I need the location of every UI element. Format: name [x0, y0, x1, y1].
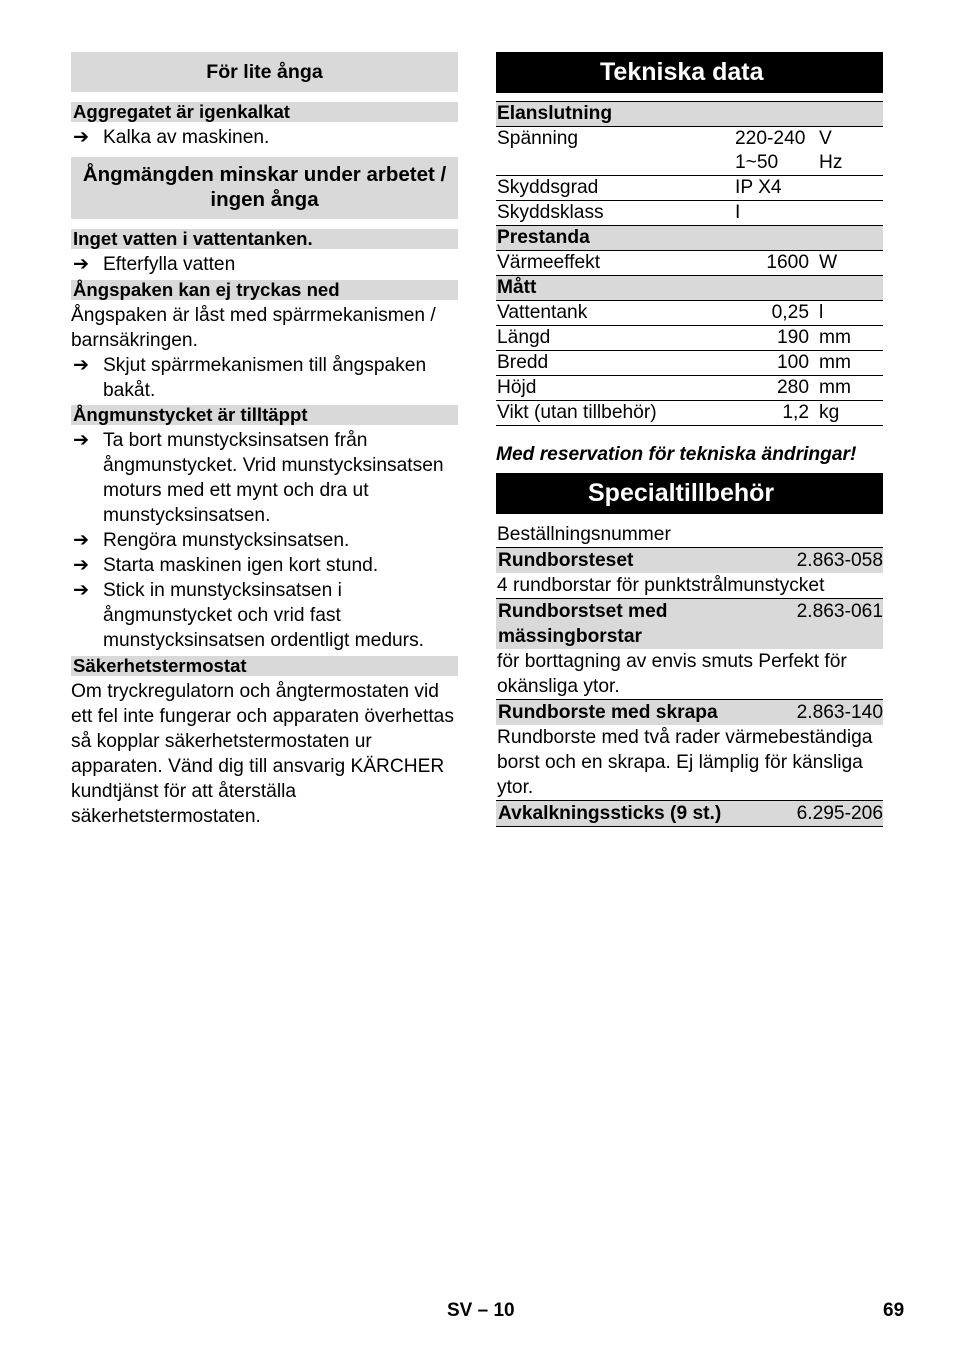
arrow-icon: ➔ — [73, 555, 90, 576]
bullet-item: ➔ Rengöra munstycksinsatsen. — [73, 530, 350, 551]
subheading-safety-thermostat: Säkerhetstermostat — [71, 656, 458, 676]
accessory-code: 2.863-058 — [796, 550, 883, 571]
accessory-code: 6.295-206 — [796, 803, 883, 824]
accessory-description: 4 rundborstar för punktstrålmunstycket — [497, 575, 825, 596]
bullet-item: ➔ Efterfylla vatten — [73, 254, 236, 275]
table-row: Höjd 280 mm — [496, 376, 883, 401]
body-text: Ångspaken är låst med spärrmekanismen / barnsäkringen. — [71, 305, 436, 351]
table-row: Skyddsklass I — [496, 201, 883, 226]
arrow-icon: ➔ — [73, 254, 90, 275]
arrow-icon: ➔ — [73, 430, 90, 451]
technical-data-table — [496, 101, 883, 426]
subheading-limescale: Aggregatet är igenkalkat — [71, 102, 458, 122]
left-column — [71, 52, 458, 829]
accessory-code: 2.863-061 — [796, 601, 883, 622]
table-group-row: Mått — [496, 276, 883, 301]
table-row: Längd 190 mm — [496, 326, 883, 351]
subheading-nozzle-clogged: Ångmunstycket är tilltäppt — [71, 405, 458, 425]
arrow-icon: ➔ — [73, 530, 90, 551]
subheading-no-water: Inget vatten i vattentanken. — [71, 229, 458, 249]
accessory-row — [496, 547, 883, 573]
accessory-row — [496, 699, 883, 725]
accessory-code: 2.863-140 — [796, 702, 883, 723]
table-row: Skyddsgrad IP X4 — [496, 176, 883, 201]
page-number: 69 — [883, 1300, 905, 1321]
table-group-row: Prestanda — [496, 226, 883, 251]
right-column — [496, 52, 883, 827]
section-heading-steam-decreases: Ångmängden minskar under arbetet / ingen ånga — [71, 157, 458, 219]
bullet-item: ➔ Stick in munstycksinsatsen i ångmunstycket och vrid fast munstycksinsatsen ordentligt medurs. — [73, 580, 424, 651]
accessory-name: Rundborstset med mässingborstar — [498, 601, 668, 647]
heading-special-accessories: Specialtillbehör — [496, 473, 883, 514]
table-row: Bredd 100 mm — [496, 351, 883, 376]
bullet-item: ➔ Ta bort munstycksinsatsen från ångmunstycket. Vrid munstycksinsatsen moturs med ett mynt och dra ut munstycksinsatsen. — [73, 430, 444, 526]
arrow-icon: ➔ — [73, 127, 90, 148]
arrow-icon: ➔ — [73, 355, 90, 376]
bullet-item: ➔ Kalka av maskinen. — [73, 127, 270, 148]
arrow-icon: ➔ — [73, 580, 90, 601]
footer-section: SV – 10 — [447, 1300, 515, 1321]
accessory-row — [496, 598, 883, 649]
order-number-label: Beställningsnummer — [497, 524, 671, 545]
table-row: Spänning 220-240 1~50 V Hz — [496, 127, 883, 176]
accessory-row — [496, 800, 883, 827]
table-row: Vattentank 0,25 l — [496, 301, 883, 326]
table-row: Värmeeffekt 1600 W — [496, 251, 883, 276]
accessory-name: Avkalkningssticks (9 st.) — [498, 803, 722, 824]
bullet-item: ➔ Skjut spärrmekanismen till ångspaken bakåt. — [73, 355, 427, 401]
accessory-name: Rundborsteset — [498, 550, 634, 571]
accessory-name: Rundborste med skrapa — [498, 702, 718, 723]
section-heading-too-little-steam: För lite ånga — [71, 52, 458, 92]
table-group-row: Elanslutning — [496, 102, 883, 127]
body-text: Om tryckregulatorn och ångtermostaten vid ett fel inte fungerar och apparaten överhettas så kopplar säkerhetstermostaten ur apparaten. Vänd dig till ansvarig KÄRCHER kundtjänst för att återställa säkerhetstermostaten. — [71, 681, 454, 827]
accessory-description: för borttagning av envis smuts Perfekt för okänsliga ytor. — [497, 651, 847, 697]
reservation-note: Med reservation för tekniska ändringar! — [496, 444, 857, 465]
bullet-item: ➔ Starta maskinen igen kort stund. — [73, 555, 379, 576]
accessory-description: Rundborste med två rader värmebeständiga borst och en skrapa. Ej lämplig för känsliga ytor. — [497, 727, 873, 798]
subheading-steam-lever: Ångspaken kan ej tryckas ned — [71, 280, 458, 300]
heading-technical-data: Tekniska data — [496, 52, 883, 93]
table-row: Vikt (utan tillbehör) 1,2 kg — [496, 401, 883, 426]
